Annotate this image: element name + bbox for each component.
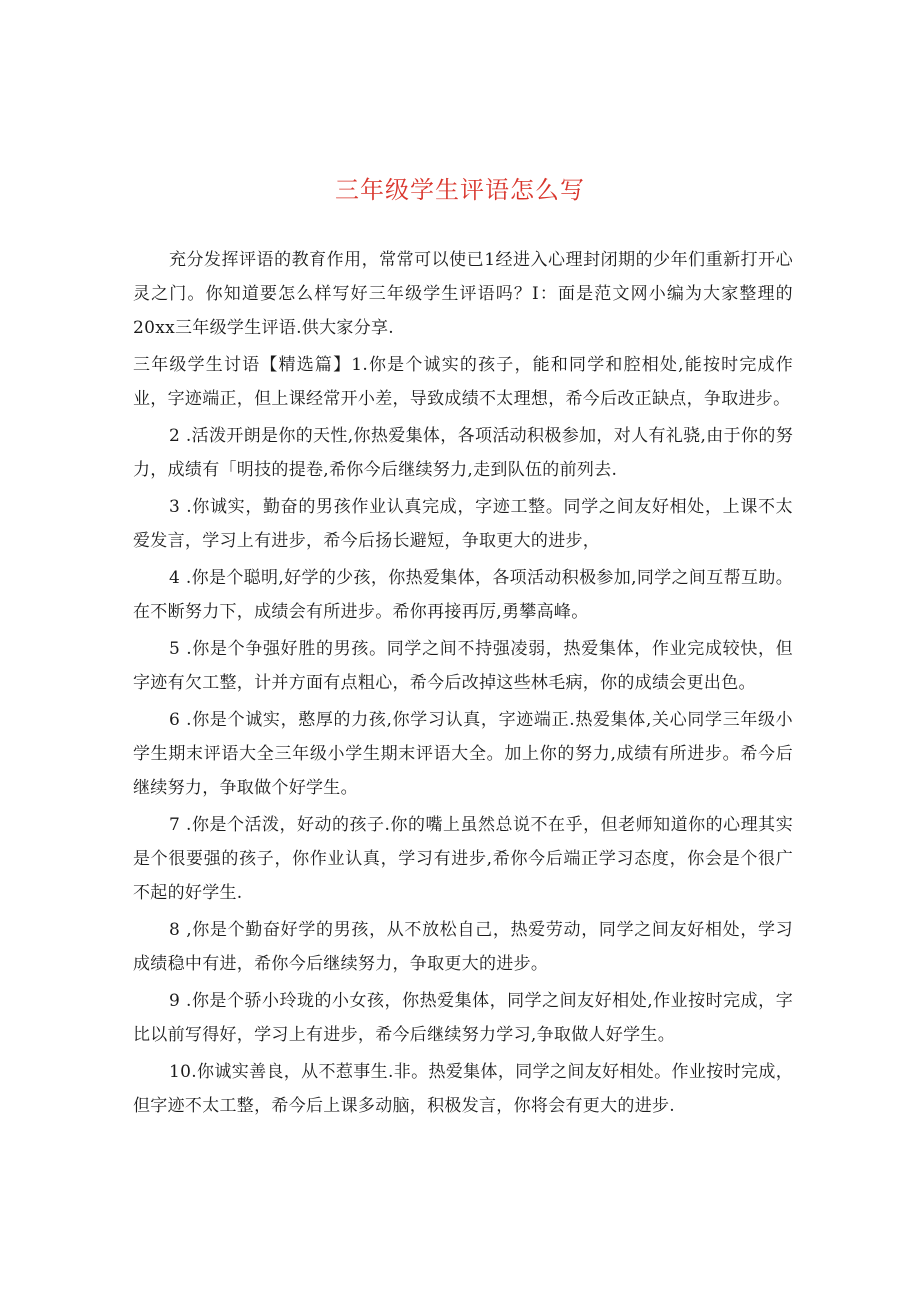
- intro-paragraph: 充分发挥评语的教育作用，常常可以使已1经进入心理封闭期的少年们重新打开心灵之门。你知道要怎么样写好三年级学生评语吗？I：面是范文网小编为大家整理的20xx三年级学生评语.供大家分享.: [133, 250, 793, 338]
- paragraph-6: 6 .你是个诚实，憨厚的力孩,你学习认真，字迹端正.热爱集体,关心同学三年级小学生期末评语大全三年级小学生期末评语大全。加上你的努力,成绩有所进步。希今后继续努力，争取做个好学生。: [133, 710, 793, 798]
- paragraph-1: 三年级学生讨语【精选篇】1.你是个诚实的孩子，能和同学和腔相处,能按时完成作业，字迹端正，但上课经常开小差，导致成绩不太理想，希今后改正缺点，争取进步。: [133, 355, 793, 409]
- paragraph-9: 9 .你是个骄小玲珑的小女孩，你热爱集体，同学之间友好相处,作业按时完成，字比以前写得好，学习上有进步，希今后继续努力学习,争取做人好学生。: [133, 991, 793, 1045]
- paragraph-8: 8 ,你是个勤奋好学的男孩，从不放松自己，热爱劳动，同学之间友好相处，学习成绩稳中有进，希你今后继续努力，争取更大的进步。: [133, 920, 793, 974]
- paragraph-10: 10.你诚实善良，从不惹事生.非。热爱集体，同学之间友好相处。作业按时完成，但字迹不太工整，希今后上课多动脑，积极发言，你将会有更大的进步.: [133, 1062, 793, 1116]
- paragraph-2: 2 .活泼开朗是你的天性,你热爱集体，各项活动积极参加，对人有礼骁,由于你的努力，成绩有「明技的提卷,希你今后继续努力,走到队伍的前列去.: [133, 426, 793, 480]
- paragraph-7: 7 .你是个活泼，好动的孩子.你的嘴上虽然总说不在乎，但老师知道你的心理其实是个很要强的孩子，你作业认真，学习有进步,希你今后端正学习态度，你会是个很广不起的好学生.: [133, 815, 793, 903]
- document-body: [133, 243, 793, 1123]
- paragraph-3: 3 .你诚实，勤奋的男孩作业认真完成，字迹工整。同学之间友好相处，上课不太爱发言，学习上有进步，希今后扬长避短，争取更大的进步，: [133, 497, 793, 551]
- page-title: 三年级学生评语怎么写: [335, 176, 585, 204]
- paragraph-4: 4 .你是个聪明,好学的少孩，你热爱集体，各项活动积极参加,同学之间互帮互助。在不断努力下，成绩会有所进步。希你再接再厉,勇攀高峰。: [133, 568, 793, 622]
- paragraph-5: 5 .你是个争强好胜的男孩。同学之间不持强凌弱，热爱集体，作业完成较快，但字迹有欠工整，计并方面有点粗心，希今后改掉这些林毛病，你的成绩会更出色。: [133, 639, 793, 693]
